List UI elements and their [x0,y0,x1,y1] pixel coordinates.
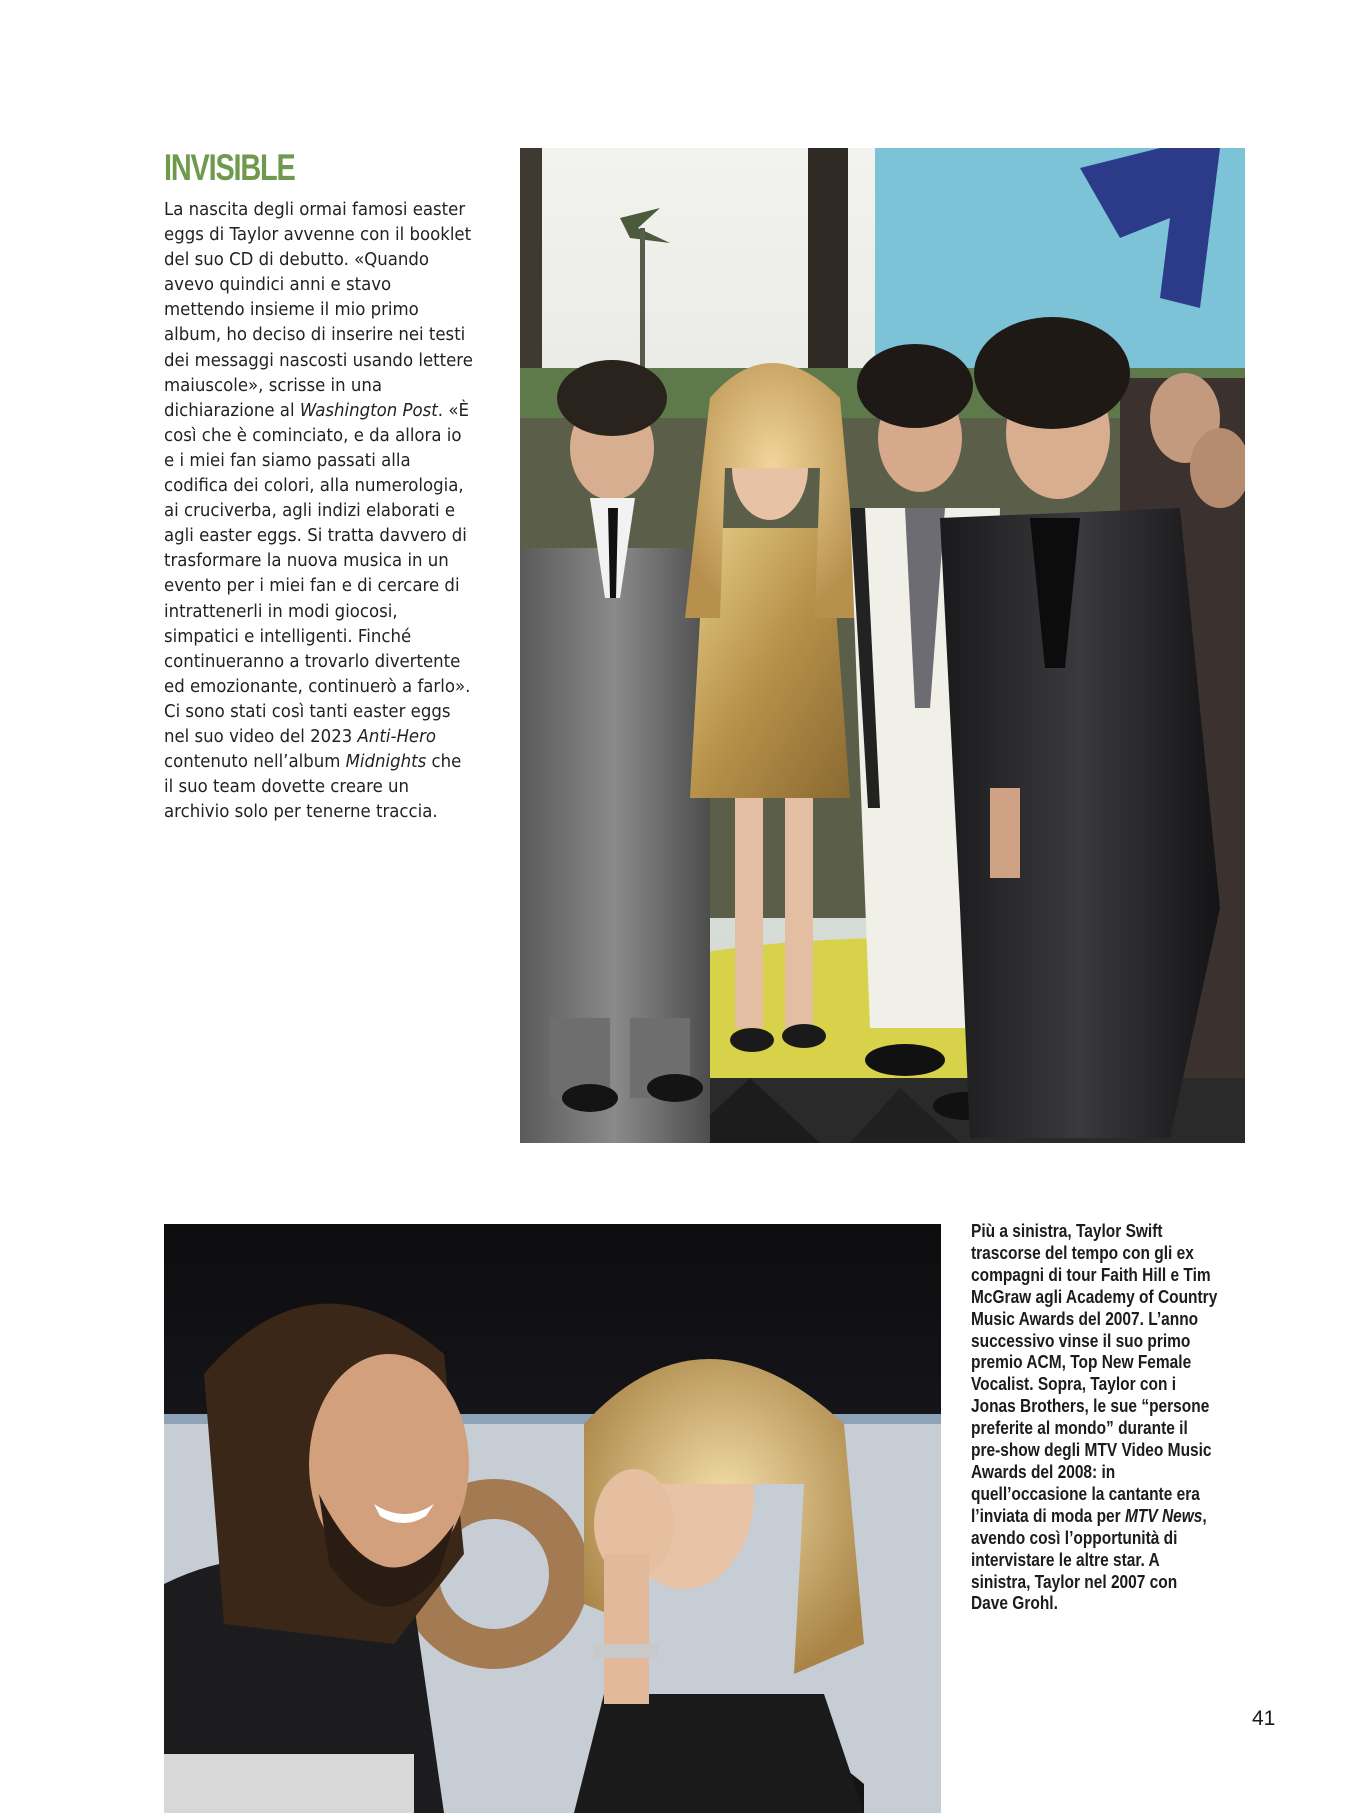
photo-jonas-brothers-graphic [520,148,1245,1143]
text-segment: La nascita degli ormai famosi easter [164,199,466,220]
text-segment: avendo così l’opportunità di [971,1527,1178,1548]
text-segment: quell’occasione la cantante era [971,1483,1200,1504]
text-segment: trasformare la nuova musica in un [164,550,449,572]
photo-jonas-brothers [520,148,1245,1143]
text-line [971,1462,1203,1484]
text-segment: continueranno a trovarlo divertente [164,650,461,672]
text-line [164,674,473,699]
text-segment: il suo team dovette creare un [164,776,410,798]
text-segment: trascorse del tempo con gli ex [971,1242,1194,1263]
text-segment: Awards del 2008: in [971,1461,1116,1482]
text-segment: codifica dei colori, alla numerologia, [164,475,464,497]
text-line [164,247,473,272]
article-body [164,197,500,824]
text-segment: Più a sinistra, Taylor Swift [971,1221,1163,1241]
text-line [164,398,473,423]
text-line [971,1550,1203,1572]
text-segment: album, ho deciso di inserire nei testi [164,324,466,346]
text-line [971,1243,1203,1265]
text-segment: simpatici e intelligenti. Finché [164,625,412,647]
text-segment: Music Awards del 2007. L’anno [971,1308,1199,1329]
text-line [164,523,473,548]
text-segment: Dave Grohl. [971,1593,1058,1614]
text-segment: mettendo insieme il mio primo [164,299,419,321]
text-segment: intrattenerli in modi giocosi, [164,600,398,622]
text-line [164,222,473,247]
text-segment: e i miei fan siamo passati alla [164,449,411,471]
text-line [971,1528,1203,1550]
page-number: 41 [1252,1707,1276,1730]
text-line [971,1440,1212,1462]
photo-taylor-dave-grohl-graphic [164,1224,941,1813]
italic-title: Midnights [345,751,427,773]
text-segment: intervistare le altre star. A [971,1549,1160,1570]
text-line [164,297,473,322]
text-line [164,498,473,523]
text-segment: del suo CD di debutto. «Quando [164,249,430,271]
text-line [971,1221,1203,1243]
text-line [164,373,473,398]
text-segment: sinistra, Taylor nel 2007 con [971,1571,1178,1592]
text-line [164,197,473,222]
text-segment: agli easter eggs. Si tratta davvero di [164,525,467,547]
text-segment: archivio solo per tenerne traccia. [164,801,438,823]
text-line [971,1286,1218,1309]
text-segment: Jonas Brothers, le sue “persone [971,1396,1210,1417]
text-segment: McGraw agli Academy of Country [971,1286,1218,1307]
italic-title: Washington Post [299,399,438,421]
text-line [164,272,473,297]
text-segment: eggs di Taylor avvenne con il booklet [164,224,472,246]
text-line [971,1396,1210,1418]
text-line [971,1264,1211,1287]
text-segment: così che è cominciato, e da allora io [164,424,462,446]
text-segment: Vocalist. Sopra, Taylor con i [971,1374,1177,1395]
text-segment: dichiarazione al [164,399,300,421]
text-line [971,1593,1203,1615]
text-line [164,624,473,649]
text-segment: preferite al mondo” durante il [971,1418,1188,1439]
text-line [971,1352,1203,1374]
text-segment: contenuto nell’album [164,751,346,773]
text-segment: l’inviata di moda per [971,1505,1125,1526]
text-line [971,1572,1203,1594]
text-segment: avevo quindici anni e stavo [164,274,392,296]
text-line [971,1505,1207,1528]
photo-caption [971,1221,1241,1615]
text-segment: . «È [437,399,469,421]
text-line [164,649,473,674]
text-line [164,749,473,774]
text-segment: dei messaggi nascosti usando lettere [164,349,473,371]
text-line [164,699,473,724]
text-line [164,548,473,573]
italic-title: Anti-Hero [357,725,437,747]
text-segment: , [1202,1505,1207,1526]
text-line [164,473,473,498]
text-segment: ai cruciverba, agli indizi elaborati e [164,500,456,522]
text-segment: nel suo video del 2023 [164,725,358,747]
text-line [164,448,473,473]
text-segment: successivo vinse il suo primo [971,1330,1191,1351]
text-line [971,1484,1203,1506]
text-line [971,1418,1203,1440]
text-line [971,1374,1203,1396]
text-segment: evento per i miei fan e di cercare di [164,575,460,597]
text-line [164,799,473,824]
text-line [164,724,473,749]
text-line [164,573,473,598]
text-line [164,774,473,799]
text-segment: che [426,751,462,773]
text-segment: compagni di tour Faith Hill e Tim [971,1264,1211,1285]
text-line [164,322,473,347]
text-segment: pre-show degli MTV Video Music [971,1440,1212,1461]
text-line [164,348,473,373]
text-line [164,423,473,448]
text-line [164,599,473,624]
photo-taylor-dave-grohl [164,1224,941,1813]
section-heading: INVISIBLE [164,147,295,188]
text-segment: premio ACM, Top New Female [971,1352,1192,1373]
text-line [971,1309,1203,1331]
text-segment: Ci sono stati così tanti easter eggs [164,700,451,722]
text-segment: ed emozionante, continuerò a farlo». [164,675,471,697]
text-segment: maiuscole», scrisse in una [164,374,383,396]
italic-title: MTV News [1124,1505,1203,1526]
text-line [971,1331,1203,1353]
